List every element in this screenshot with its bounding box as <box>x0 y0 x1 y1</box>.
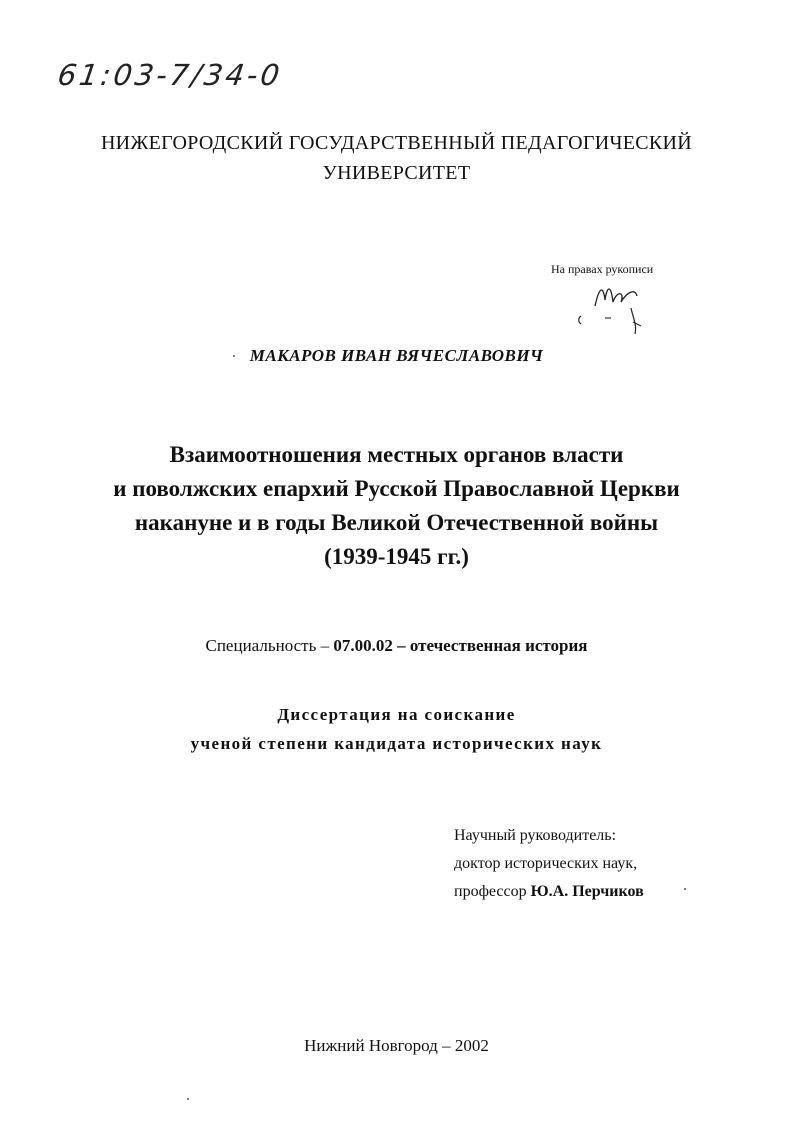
supervisor-line-3 <box>454 878 644 906</box>
title-line-1: Взаимоотношения местных органов власти <box>169 442 624 467</box>
supervisor-title: профессор <box>454 883 531 900</box>
scan-speck <box>233 355 235 357</box>
author-name: МАКАРОВ ИВАН ВЯЧЕСЛАВОВИЧ <box>249 346 544 365</box>
supervisor-line-2: доктор исторических наук, <box>454 855 638 872</box>
degree-line-1: Диссертация на соискание <box>277 705 516 724</box>
degree-statement <box>0 700 793 758</box>
specialty-code: 07.00.02 – отечественная история <box>329 636 588 655</box>
title-line-3: накануне и в годы Великой Отечественной войны <box>134 510 659 535</box>
title-line-4: (1939-1945 гг.) <box>324 544 469 569</box>
author-signature <box>575 278 645 338</box>
degree-line-2: ученой степени кандидата исторических наук <box>190 734 603 753</box>
city-and-year: Нижний Новгород – 2002 <box>304 1036 489 1055</box>
archive-code-handwritten: 61:03-7/34-0 <box>55 58 285 92</box>
specialty-label: Специальность – <box>205 636 330 655</box>
scientific-supervisor <box>454 822 644 906</box>
university-line-2: УНИВЕРСИТЕТ <box>322 162 471 184</box>
supervisor-line-1: Научный руководитель: <box>454 827 617 844</box>
scan-speck <box>684 888 686 890</box>
university-line-1: НИЖЕГОРОДСКИЙ ГОСУДАРСТВЕННЫЙ ПЕДАГОГИЧЕСКИЙ <box>100 132 693 154</box>
specialty <box>0 636 793 656</box>
dissertation-title <box>0 438 793 574</box>
university-name <box>0 128 793 188</box>
scan-speck <box>187 1098 189 1100</box>
manuscript-rights-note: На правах рукописи <box>551 262 654 276</box>
title-line-2: и поволжских епархий Русской Православной Церкви <box>113 476 680 501</box>
supervisor-name: Ю.А. Перчиков <box>530 883 644 900</box>
